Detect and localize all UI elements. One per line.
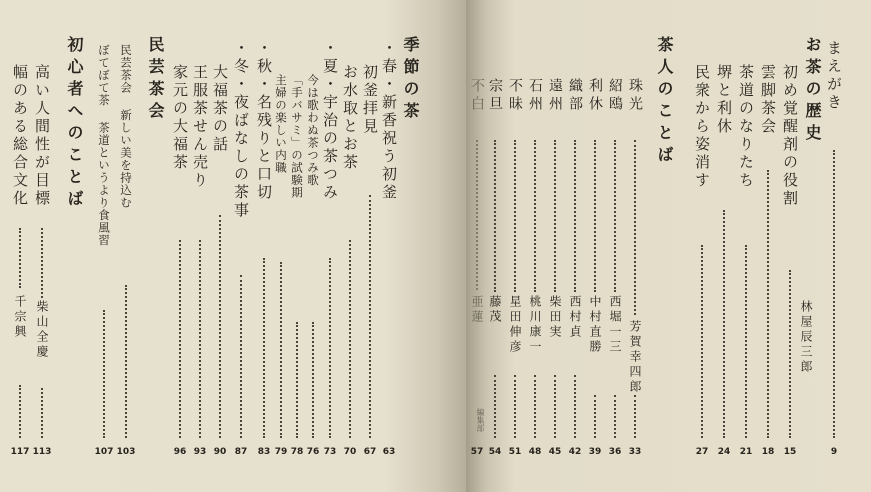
page-number: 63 (382, 447, 396, 457)
dot-leader (219, 215, 221, 438)
entry-author: 芳賀幸四郎 (628, 320, 642, 395)
page-number: 70 (343, 447, 357, 457)
toc-entry-preface[interactable] (822, 0, 846, 492)
page-number: 103 (116, 447, 136, 457)
history-author-col (794, 0, 818, 492)
toc-entry-history-3[interactable] (734, 0, 758, 492)
toc-entry-season-9[interactable] (229, 0, 253, 492)
section-heading: 民芸茶会 (146, 36, 165, 124)
entry-title: 珠光 (627, 78, 643, 114)
dot-leader (240, 275, 242, 438)
dot-leader (614, 140, 616, 292)
section-heading: 季節の茶 (401, 36, 420, 124)
entry-title: お水取とお茶 (341, 64, 359, 172)
page-number: 42 (568, 447, 582, 457)
entry-title: 高い人間性が目標 (33, 64, 51, 208)
dot-leader (614, 395, 616, 438)
entry-author: 柴山全慶 (35, 300, 49, 360)
section-heading: 初心者へのことば (65, 36, 84, 212)
entry-title: 紹鴎 (607, 78, 623, 114)
page-number: 9 (830, 447, 838, 457)
dot-leader (514, 140, 516, 292)
section-author: 林屋辰三郎 (799, 300, 813, 375)
page-number: 93 (193, 447, 207, 457)
entry-author: 柴田実 (548, 295, 562, 340)
dot-leader (369, 195, 371, 438)
toc-entry-folk-2[interactable] (92, 0, 116, 492)
page-number: 21 (739, 447, 753, 457)
page-number: 51 (508, 447, 522, 457)
entry-title: 利休 (587, 78, 603, 114)
page-number: 90 (213, 447, 227, 457)
page-number: 15 (783, 447, 797, 457)
page-number: 39 (588, 447, 602, 457)
section-beginners-heading (62, 0, 86, 492)
page-number: 83 (257, 447, 271, 457)
entry-author: 西村貞 (568, 295, 582, 340)
dot-leader (263, 258, 265, 438)
dot-leader (41, 388, 43, 438)
entry-author: 星田伸彦 (508, 295, 522, 355)
dot-leader (103, 310, 105, 438)
entry-title: ・冬・夜ばなしの茶事 (232, 40, 250, 220)
dot-leader (574, 140, 576, 292)
entry-title: 「手バサミ」の試験期 (290, 74, 304, 199)
dot-leader (723, 210, 725, 438)
page-number: 107 (94, 447, 114, 457)
toc-entry-season-8[interactable] (252, 0, 276, 492)
entry-title: 石州 (527, 78, 543, 114)
entry-title: 初釜拝見 (361, 64, 379, 136)
toc-entry-beginners-1[interactable] (30, 0, 54, 492)
page-number: 78 (290, 447, 304, 457)
dot-leader (349, 240, 351, 438)
page-number: 18 (761, 447, 775, 457)
dot-leader (534, 140, 536, 292)
page-number: 24 (717, 447, 731, 457)
section-folk-heading (143, 0, 167, 492)
section-seasons-heading (398, 0, 422, 492)
page-number: 96 (173, 447, 187, 457)
dot-leader (554, 140, 556, 292)
section-heading: お茶の歴史 (803, 36, 822, 146)
dot-leader (634, 395, 636, 438)
dot-leader (41, 228, 43, 298)
page-number: 79 (274, 447, 288, 457)
editor-credit: 編集部 (476, 408, 485, 432)
entry-title: 宗旦 (487, 78, 503, 114)
dot-leader (514, 375, 516, 438)
entry-title: 民芸茶会 新しい美を持込む (119, 44, 133, 209)
page-number: 76 (306, 447, 320, 457)
dot-leader (19, 385, 21, 438)
toc-entry-season-12[interactable] (168, 0, 192, 492)
section-people-heading (652, 0, 676, 492)
toc-entry-history-5[interactable] (690, 0, 714, 492)
toc-entry-people-9[interactable] (466, 0, 489, 492)
entry-title: ・夏・宇治の茶つみ (321, 40, 339, 202)
dot-leader (494, 375, 496, 438)
entry-title: 雲脚茶会 (759, 64, 777, 136)
section-heading: 茶人のことば (655, 36, 674, 168)
entry-title: 幅のある総合文化 (11, 64, 29, 208)
dot-leader (833, 150, 835, 438)
entry-title: 王服茶せん売り (191, 64, 209, 190)
entry-title: ・春・新香祝う初釜 (380, 40, 398, 202)
entry-author: 西堀一三 (608, 295, 622, 355)
dot-leader (701, 245, 703, 438)
entry-title: 不白 (469, 78, 485, 114)
dot-leader (745, 245, 747, 438)
dot-leader (199, 240, 201, 438)
toc-entry-history-2[interactable] (756, 0, 780, 492)
dot-leader (789, 270, 791, 438)
page-number: 48 (528, 447, 542, 457)
page-number: 54 (488, 447, 502, 457)
entry-title: 大福茶の話 (211, 64, 229, 154)
entry-author: 藤茂 (488, 295, 502, 325)
dot-leader (574, 375, 576, 438)
page-number: 57 (470, 447, 484, 457)
entry-author: 千宗興 (13, 295, 27, 340)
dot-leader (634, 140, 636, 315)
entry-author: 中村直勝 (588, 295, 602, 355)
page-number: 87 (234, 447, 248, 457)
entry-title: 不昧 (507, 78, 523, 114)
entry-title: 堺と利休 (715, 64, 733, 136)
toc-entry-history-4[interactable] (712, 0, 736, 492)
entry-title: ぼてぼて茶 茶道というより食風習 (97, 44, 111, 247)
dot-leader (594, 395, 596, 438)
entry-title: 初め覚醒剤の役割 (781, 64, 799, 208)
dot-leader (594, 140, 596, 292)
dot-leader (179, 240, 181, 438)
entry-title: 主婦の楽しい内職 (274, 74, 288, 174)
page-number: 67 (363, 447, 377, 457)
entry-author: 桃川康一 (528, 295, 542, 355)
dot-leader (296, 322, 298, 438)
page-number: 45 (548, 447, 562, 457)
dot-leader (534, 375, 536, 438)
page-number: 73 (323, 447, 337, 457)
entry-title: 茶道のなりたち (737, 64, 755, 190)
entry-title: 今は歌わぬ茶つみ歌 (306, 74, 320, 187)
entry-title: 織部 (567, 78, 583, 114)
page-number: 33 (628, 447, 642, 457)
entry-title: まえがき (825, 40, 843, 112)
dot-leader (280, 262, 282, 438)
entry-author: 亜蓮 (470, 295, 484, 325)
entry-title: 民衆から姿消す (693, 64, 711, 190)
entry-title: 遠州 (547, 78, 563, 114)
dot-leader (767, 170, 769, 438)
page-number: 113 (32, 447, 52, 457)
page-number: 36 (608, 447, 622, 457)
dot-leader (476, 140, 478, 290)
dot-leader (19, 228, 21, 288)
dot-leader (554, 375, 556, 438)
entry-title: 家元の大福茶 (171, 64, 189, 172)
page-number: 27 (695, 447, 709, 457)
entry-title: ・秋・名残りと口切 (255, 40, 273, 202)
dot-leader (312, 322, 314, 438)
dot-leader (329, 258, 331, 438)
page-number: 117 (10, 447, 30, 457)
dot-leader (125, 285, 127, 438)
dot-leader (494, 140, 496, 292)
right-page (466, 0, 871, 492)
toc-entry-folk-1[interactable] (114, 0, 138, 492)
toc-entry-beginners-2[interactable] (8, 0, 32, 492)
